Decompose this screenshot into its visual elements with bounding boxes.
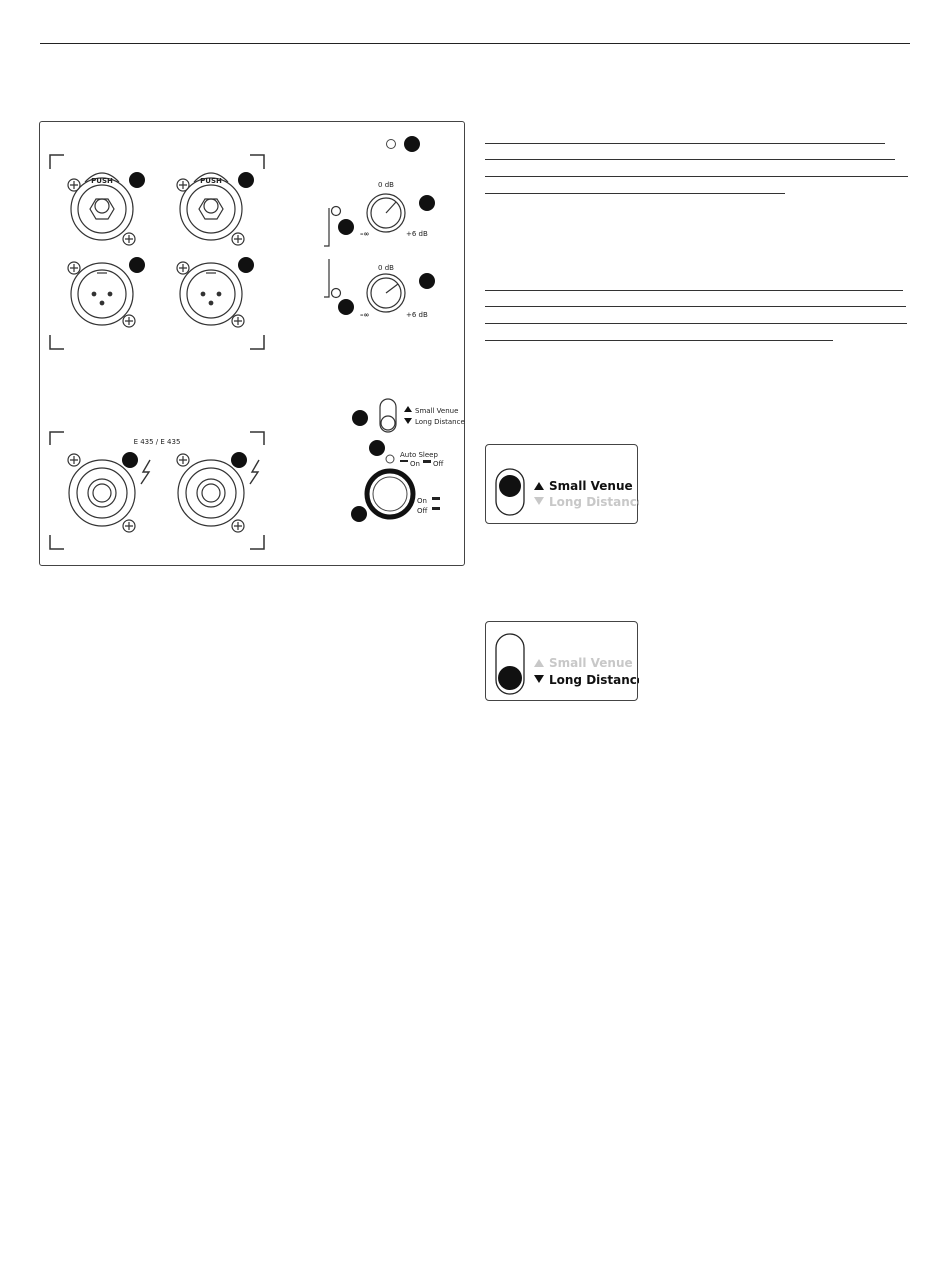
text-line-2 [485, 159, 895, 160]
up-arrow-icon [404, 406, 412, 412]
lower-connector-bracket [50, 432, 264, 549]
page-header-rule [40, 43, 910, 44]
power-led [387, 140, 396, 149]
power-switch [367, 471, 413, 517]
up-arrow-icon [534, 482, 544, 490]
mode-down-label: Long Distance [415, 418, 465, 426]
switch-knob-down [498, 666, 522, 690]
xlr-output-connector-1 [68, 262, 135, 327]
power-on-label: On [417, 497, 427, 505]
power-on-icon [432, 497, 440, 500]
volume-1-min-label: –∞ [360, 230, 370, 238]
down-arrow-icon [534, 497, 544, 505]
text-line-5 [485, 290, 903, 291]
text-line-1 [485, 143, 885, 144]
mode-up-label: Small Venue [415, 407, 459, 415]
auto-sleep-off-label: Off [433, 460, 444, 468]
speakon-connector-2 [177, 454, 259, 532]
auto-sleep-led [386, 455, 394, 463]
volume-knob-1 [324, 194, 405, 246]
lower-label-active: Long Distance [549, 673, 639, 687]
switch-position-lower [485, 621, 638, 701]
volume-1-max-mark: 0 dB [378, 181, 394, 189]
volume-2-max-label: +6 dB [406, 311, 428, 319]
volume-1-max-label: +6 dB [406, 230, 428, 238]
auto-sleep-on-icon [400, 460, 408, 462]
auto-sleep-title: Auto Sleep [400, 451, 438, 459]
text-line-8 [485, 340, 833, 341]
push-label-2: PUSH [200, 177, 222, 185]
upper-label-active: Small Venue [549, 479, 633, 493]
down-arrow-icon [534, 675, 544, 683]
power-off-icon [432, 507, 440, 510]
volume-2-min-label: –∞ [360, 311, 370, 319]
xlr-output-connector-2 [177, 262, 244, 327]
switch-upper-drawing [486, 445, 639, 525]
text-line-6 [485, 306, 906, 307]
text-line-3 [485, 176, 908, 177]
power-off-label: Off [417, 507, 428, 515]
text-line-7 [485, 323, 907, 324]
rear-panel-drawing [40, 122, 466, 567]
push-label-1: PUSH [91, 177, 113, 185]
switch-knob-up [499, 475, 521, 497]
mode-switch [380, 399, 396, 432]
rear-panel-diagram [39, 121, 465, 566]
upper-label-inactive: Small Venue [549, 656, 633, 670]
up-arrow-icon [534, 659, 544, 667]
auto-sleep-on-label: On [410, 460, 420, 468]
down-arrow-icon [404, 418, 412, 424]
lower-label-inactive: Long Distance [549, 495, 639, 509]
volume-2-max-mark: 0 dB [378, 264, 394, 272]
auto-sleep-off-icon [423, 460, 431, 463]
speakon-connector-1 [68, 454, 150, 532]
speakon-model-label: E 435 / E 435 [133, 438, 181, 446]
text-line-4 [485, 193, 785, 194]
switch-lower-drawing [486, 622, 639, 702]
switch-position-upper [485, 444, 638, 524]
